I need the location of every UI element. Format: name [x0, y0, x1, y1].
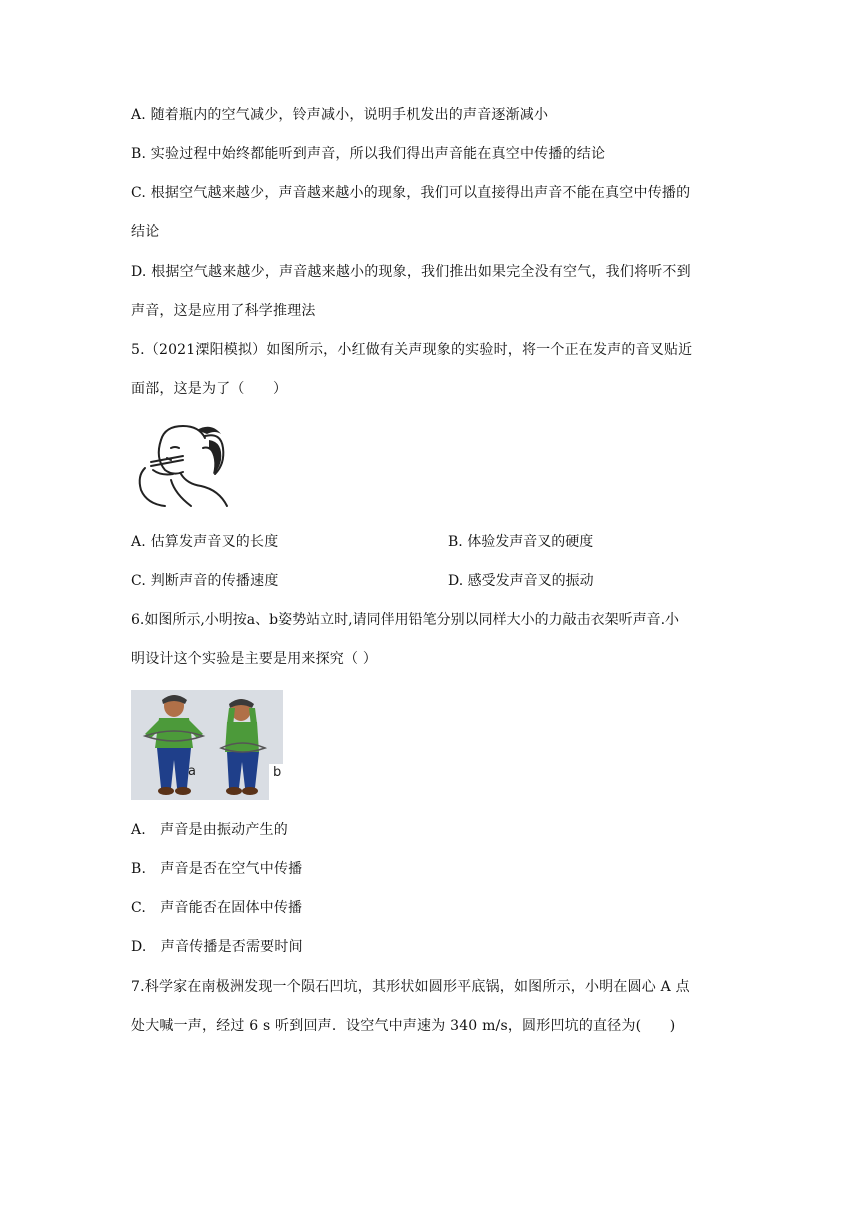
q6-option-b: B. 声音是否在空气中传播	[131, 861, 303, 877]
q7-stem-line2: 处大喊一声，经过 6 s 听到回声．设空气中声速为 340 m/s，圆形凹坑的直径为( )	[131, 1018, 676, 1034]
q6-stem-line2: 明设计这个实验是主要是用来探究（ ）	[131, 651, 378, 667]
q4-option-b: B. 实验过程中始终都能听到声音，所以我们得出声音能在真空中传播的结论	[131, 146, 606, 162]
q6-option-a: A. 声音是由振动产生的	[131, 822, 288, 838]
q4-option-c-line2: 结论	[131, 224, 160, 240]
q5-option-c: C. 判断声音的传播速度	[131, 573, 279, 589]
q4-option-d-line1: D. 根据空气越来越少，声音越来越小的现象，我们推出如果完全没有空气，我们将听不到	[131, 264, 691, 280]
q5-stem-line1: 5.（2021溧阳模拟）如图所示，小红做有关声现象的实验时，将一个正在发声的音叉贴近	[131, 342, 693, 358]
figure-label-b: b	[273, 765, 282, 780]
girl-tuning-fork-figure	[131, 418, 231, 510]
figure-label-a: a	[188, 764, 196, 779]
q4-option-c-line1: C. 根据空气越来越少，声音越来越小的现象，我们可以直接得出声音不能在真空中传播的	[131, 185, 691, 201]
q6-option-d: D. 声音传播是否需要时间	[131, 939, 303, 955]
q6-stem-line1: 6.如图所示,小明按a、b姿势站立时,请同伴用铅笔分别以同样大小的力敲击衣架听声音.小	[131, 612, 680, 628]
q5-stem-line2: 面部，这是为了（ ）	[131, 381, 288, 397]
boy-hanger-figure	[131, 690, 283, 800]
q7-stem-line1: 7.科学家在南极洲发现一个陨石凹坑，其形状如圆形平底锅，如图所示，小明在圆心 A 点	[131, 979, 690, 995]
q4-option-d-line2: 声音，这是应用了科学推理法	[131, 303, 316, 319]
q6-option-c: C. 声音能否在固体中传播	[131, 900, 303, 916]
q5-option-d: D. 感受发声音叉的振动	[448, 573, 594, 589]
q5-option-b: B. 体验发声音叉的硬度	[448, 534, 594, 550]
q4-option-a: A. 随着瓶内的空气减少，铃声减小，说明手机发出的声音逐渐减小	[131, 107, 549, 123]
q5-option-a: A. 估算发声音叉的长度	[131, 534, 279, 550]
